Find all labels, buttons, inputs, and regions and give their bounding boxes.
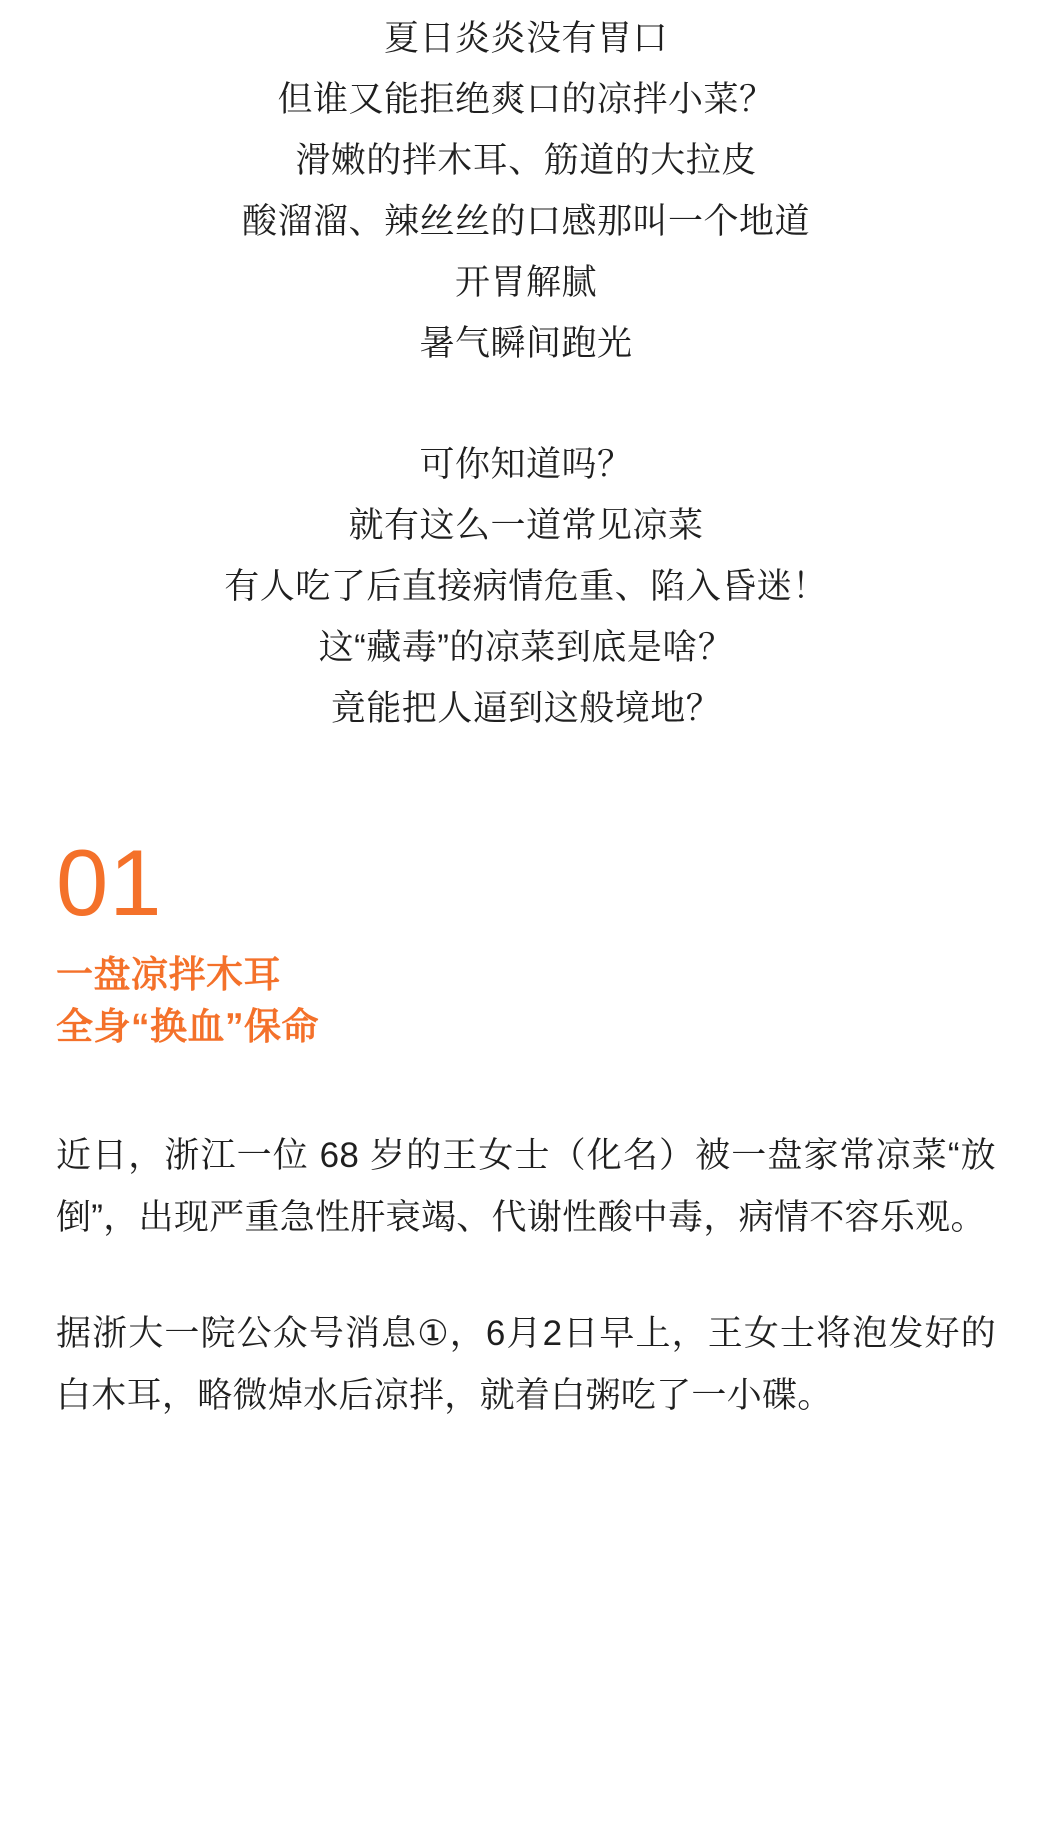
section-title: [56, 949, 996, 1053]
intro-line: 夏日炎炎没有胃口: [383, 19, 668, 58]
body-paragraph: 据浙大一院公众号消息①，6月2日早上，王女士将泡发好的白木耳，略微焯水后凉拌，就着白粥吃了一小碟。: [56, 1314, 996, 1415]
intro-line: 这“藏毒”的凉菜到底是啥？: [318, 628, 734, 667]
intro-line: 暑气瞬间跑光: [419, 324, 633, 363]
body-copy: [56, 1125, 996, 1427]
intro-line: 可你知道吗？: [419, 445, 633, 484]
intro-line: 酸溜溜、辣丝丝的口感那叫一个地道: [241, 202, 810, 241]
body-paragraph: 近日，浙江一位 68 岁的王女士（化名）被一盘家常凉菜“放倒”，出现严重急性肝衰竭、代谢性酸中毒，病情不容乐观。: [56, 1136, 996, 1237]
section-title-line-1: 一盘凉拌木耳: [56, 954, 281, 995]
intro-section: [56, 0, 996, 739]
intro-line: 有人吃了后直接病情危重、陷入昏迷！: [224, 567, 828, 606]
intro-line: 开胃解腻: [454, 263, 597, 302]
section-number: 01: [56, 830, 163, 935]
intro-line: 但谁又能拒绝爽口的凉拌小菜？: [277, 80, 775, 119]
section-heading-block: [56, 830, 996, 1053]
stanza-divider: [56, 374, 996, 434]
intro-line: 竟能把人逼到这般境地？: [330, 689, 722, 728]
intro-line: 就有这么一道常见凉菜: [348, 506, 704, 545]
intro-line: 滑嫩的拌木耳、筋道的大拉皮: [295, 141, 757, 180]
section-title-line-2: 全身“换血”保命: [56, 1006, 319, 1047]
